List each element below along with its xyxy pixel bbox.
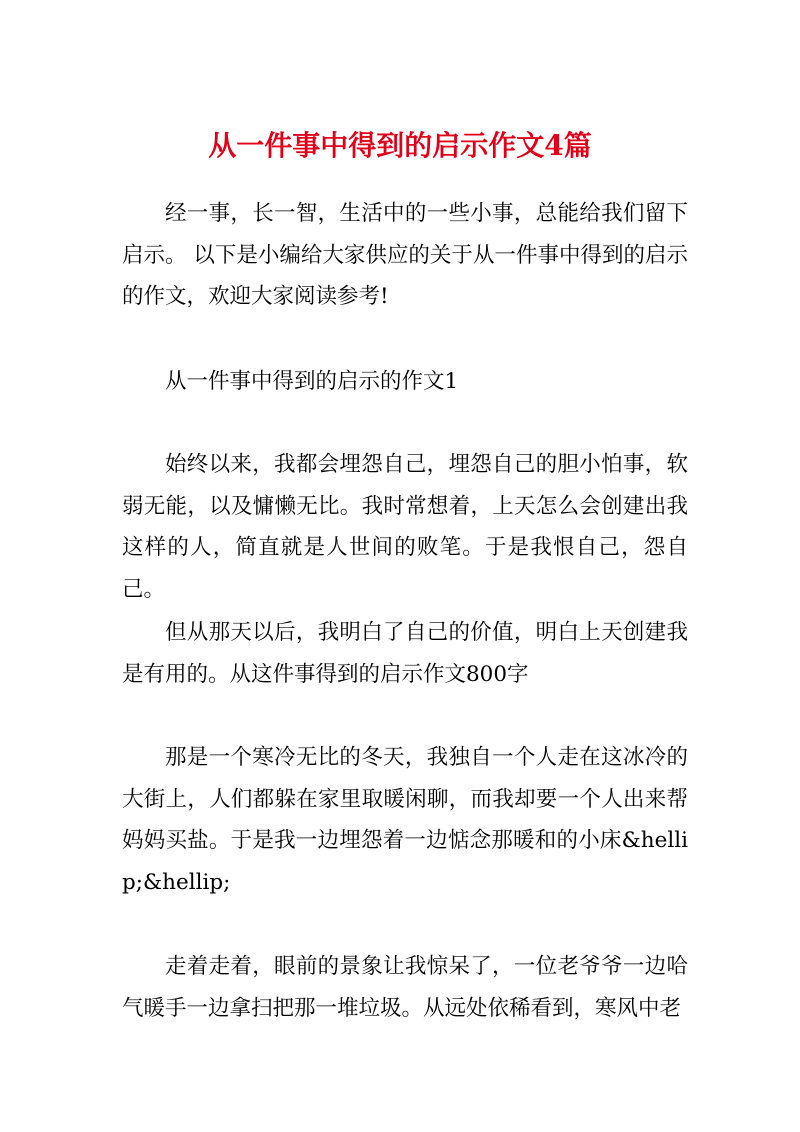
paragraph-body-3: 那是一个寒冷无比的冬天，我独自一个人走在这冰冷的大街上，人们都躲在家里取暖闲聊，而我却要一个人出来帮妈妈买盐。于是我一边埋怨着一边惦念那暖和的小床&hellip;&hellip; bbox=[122, 745, 688, 895]
paragraph-intro: 经一事，长一智，生活中的一些小事，总能给我们留下启示。 以下是小编给大家供应的关于从一件事中得到的启示的作文，欢迎大家阅读参考! bbox=[122, 201, 688, 309]
paragraph-body-1: 始终以来，我都会埋怨自己，埋怨自己的胆小怕事，软弱无能，以及慵懒无比。我时常想着，上天怎么会创建出我这样的人，简直就是人世间的败笔。于是我恨自己，怨自己。 bbox=[122, 452, 688, 602]
document-title: 从一件事中得到的启示作文4篇 bbox=[208, 129, 592, 162]
paragraph-body-4: 走着走着，眼前的景象让我惊呆了，一位老爷爷一边哈气暖手一边拿扫把那一堆垃圾。从远处依稀看到，寒风中老 bbox=[122, 954, 688, 1021]
paragraph-essay-heading: 从一件事中得到的启示的作文1 bbox=[165, 369, 459, 394]
paragraph-body-2: 但从那天以后，我明白了自己的价值，明白上天创建我是有用的。从这件事得到的启示作文800字 bbox=[122, 620, 688, 687]
